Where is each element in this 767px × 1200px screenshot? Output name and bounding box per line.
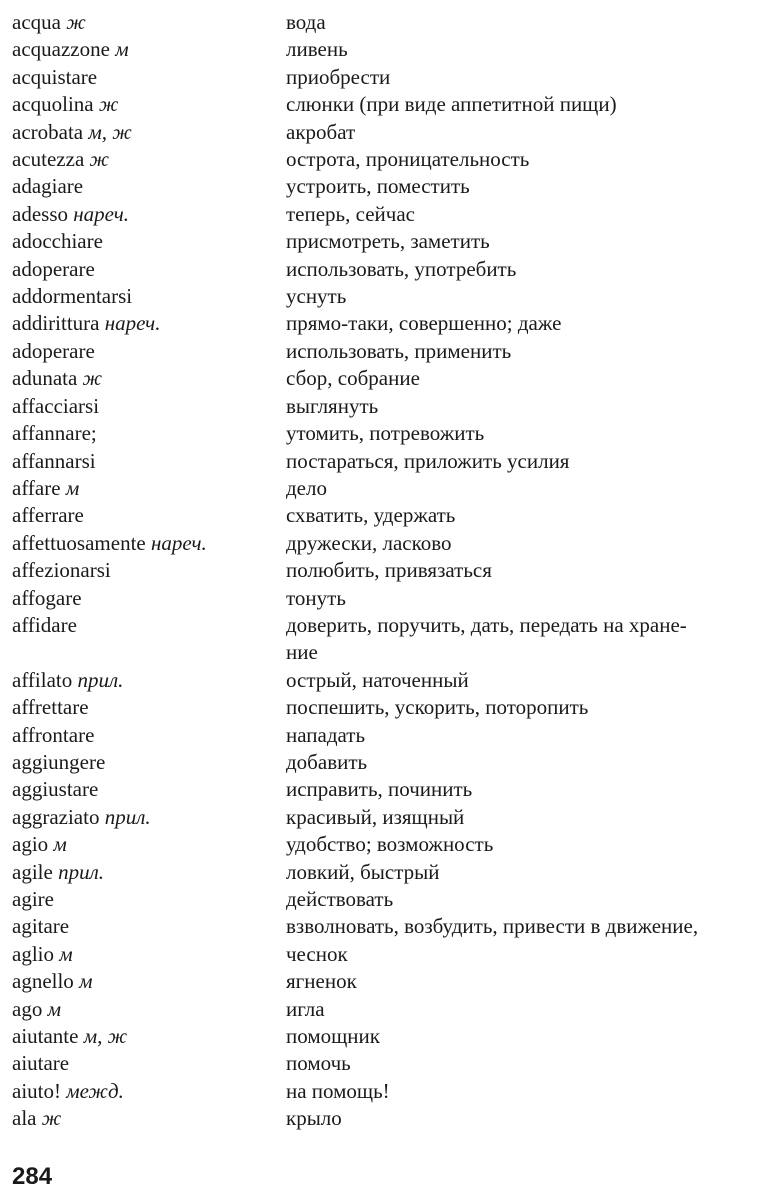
grammar-label: прил. <box>77 667 124 692</box>
dictionary-entry <box>12 585 757 612</box>
dictionary-entry <box>12 91 757 118</box>
headword: adoperare <box>12 338 95 363</box>
dictionary-entry <box>12 913 757 940</box>
translation: тонуть <box>286 585 346 610</box>
dictionary-entry <box>12 694 757 721</box>
headword: addormentarsi <box>12 284 133 309</box>
headword-cell <box>12 612 286 639</box>
translation: поспешить, ускорить, поторопить <box>286 695 589 720</box>
grammar-label: м <box>65 475 80 500</box>
headword-cell <box>12 448 286 475</box>
translation: устроить, поместить <box>286 174 470 199</box>
grammar-label: нареч. <box>104 311 161 336</box>
translation: ловкий, быстрый <box>286 859 440 884</box>
translation: на помощь! <box>286 1078 390 1103</box>
dictionary-entry <box>12 530 757 557</box>
translation: чеснок <box>286 941 348 966</box>
headword-cell <box>12 804 286 831</box>
translation: игла <box>286 996 325 1021</box>
translation: добавить <box>286 749 368 774</box>
translation: полюбить, привязаться <box>286 558 492 583</box>
dictionary-entry <box>12 804 757 831</box>
translation: уснуть <box>286 284 347 309</box>
headword-cell <box>12 173 286 200</box>
dictionary-entry <box>12 1023 757 1050</box>
dictionary-entry <box>12 448 757 475</box>
grammar-label: ж <box>98 92 119 117</box>
headword-cell <box>12 201 286 228</box>
translation: крыло <box>286 1106 342 1131</box>
headword-cell <box>12 530 286 557</box>
headword: affare <box>12 475 61 500</box>
headword: adunata <box>12 366 78 391</box>
translation: теперь, сейчас <box>286 201 415 226</box>
headword: agile <box>12 859 53 884</box>
grammar-label: межд. <box>66 1078 124 1103</box>
grammar-label: м, ж <box>83 1024 128 1049</box>
dictionary-entry <box>12 996 757 1023</box>
headword-cell <box>12 886 286 913</box>
headword-cell <box>12 146 286 173</box>
translation: приобрести <box>286 64 391 89</box>
grammar-label: нареч. <box>150 530 207 555</box>
headword: aglio <box>12 941 54 966</box>
headword: ago <box>12 996 43 1021</box>
headword: aiutare <box>12 1051 70 1076</box>
headword: acrobata <box>12 119 84 144</box>
dictionary-entry <box>12 886 757 913</box>
grammar-label: ж <box>41 1106 62 1131</box>
dictionary-entry <box>12 612 757 667</box>
headword: addirittura <box>12 311 100 336</box>
headword-cell <box>12 310 286 337</box>
headword: affrettare <box>12 695 89 720</box>
dictionary-entry <box>12 283 757 310</box>
dictionary-entry <box>12 338 757 365</box>
headword-cell <box>12 941 286 968</box>
headword: agitare <box>12 914 70 939</box>
headword-cell <box>12 228 286 255</box>
grammar-label: ж <box>82 366 103 391</box>
grammar-label: прил. <box>58 859 104 884</box>
headword-cell <box>12 996 286 1023</box>
headword-cell <box>12 9 286 36</box>
headword: ala <box>12 1106 37 1131</box>
headword: aiuto! <box>12 1078 61 1103</box>
headword-cell <box>12 859 286 886</box>
dictionary-entry <box>12 831 757 858</box>
translation: вода <box>286 10 326 34</box>
headword-cell <box>12 36 286 63</box>
dictionary-entry <box>12 722 757 749</box>
headword: affezionarsi <box>12 558 111 583</box>
headword-cell <box>12 1078 286 1105</box>
dictionary-entry <box>12 201 757 228</box>
translation: острота, проницательность <box>286 147 530 172</box>
translation: удобство; возможность <box>286 832 494 857</box>
headword-cell <box>12 420 286 447</box>
headword: aiutante <box>12 1024 79 1049</box>
headword-cell <box>12 831 286 858</box>
translation: присмотреть, заметить <box>286 229 490 254</box>
headword-cell <box>12 91 286 118</box>
dictionary-entry <box>12 776 757 803</box>
headword: aggiungere <box>12 749 106 774</box>
dictionary-entry <box>12 749 757 776</box>
translation: выглянуть <box>286 393 379 418</box>
translation: красивый, изящный <box>286 804 465 829</box>
translation: исправить, починить <box>286 777 473 802</box>
headword: affrontare <box>12 722 95 747</box>
translation: помочь <box>286 1051 351 1076</box>
headword: acqua <box>12 10 61 34</box>
dictionary-entry <box>12 119 757 146</box>
dictionary-entry-list <box>12 9 757 1133</box>
translation: прямо-таки, совершенно; даже <box>286 311 562 336</box>
grammar-label: ж <box>89 147 110 172</box>
grammar-label: м, ж <box>88 119 132 144</box>
headword-cell <box>12 64 286 91</box>
translation: доверить, поручить, дать, передать на хране- ние <box>286 612 687 665</box>
headword-cell <box>12 722 286 749</box>
dictionary-entry <box>12 9 757 36</box>
translation: дело <box>286 475 327 500</box>
dictionary-entry <box>12 1078 757 1105</box>
translation: сбор, собрание <box>286 366 420 391</box>
headword-cell <box>12 283 286 310</box>
dictionary-entry <box>12 420 757 447</box>
headword: affannarsi <box>12 448 96 473</box>
headword-cell <box>12 365 286 392</box>
headword: aggraziato <box>12 804 100 829</box>
headword: acquazzone <box>12 37 110 62</box>
translation: схватить, удержать <box>286 503 456 528</box>
headword: afferrare <box>12 503 84 528</box>
headword: affilato <box>12 667 73 692</box>
dictionary-entry <box>12 393 757 420</box>
dictionary-entry <box>12 228 757 255</box>
headword-cell <box>12 1050 286 1077</box>
dictionary-entry <box>12 941 757 968</box>
headword-cell <box>12 694 286 721</box>
headword: adocchiare <box>12 229 103 254</box>
grammar-label: прил. <box>104 804 151 829</box>
headword: adesso <box>12 201 68 226</box>
translation: акробат <box>286 119 356 144</box>
translation: постараться, приложить усилия <box>286 448 570 473</box>
headword-cell <box>12 393 286 420</box>
dictionary-entry <box>12 146 757 173</box>
headword-cell <box>12 913 286 940</box>
headword: affettuosamente <box>12 530 146 555</box>
dictionary-entry <box>12 859 757 886</box>
grammar-label: м <box>59 941 73 966</box>
translation: нападать <box>286 722 366 747</box>
headword-cell <box>12 475 286 502</box>
dictionary-entry <box>12 365 757 392</box>
dictionary-entry <box>12 1105 757 1132</box>
grammar-label: м <box>47 996 61 1021</box>
grammar-label: нареч. <box>73 201 129 226</box>
dictionary-entry <box>12 1050 757 1077</box>
headword-cell <box>12 119 286 146</box>
headword: acquolina <box>12 92 94 117</box>
headword: affannare; <box>12 421 97 446</box>
dictionary-entry <box>12 557 757 584</box>
translation: слюнки (при виде аппетитной пищи) <box>286 92 617 117</box>
headword: adoperare <box>12 256 95 281</box>
headword: acutezza <box>12 147 85 172</box>
dictionary-entry <box>12 36 757 63</box>
grammar-label: ж <box>66 10 86 34</box>
translation: острый, наточенный <box>286 667 469 692</box>
dictionary-entry <box>12 256 757 283</box>
headword-cell <box>12 585 286 612</box>
headword-cell <box>12 338 286 365</box>
translation: утомить, потревожить <box>286 421 485 446</box>
headword: affacciarsi <box>12 393 100 418</box>
headword-cell <box>12 968 286 995</box>
headword: adagiare <box>12 174 84 199</box>
headword: aggiustare <box>12 777 99 802</box>
translation: ливень <box>286 37 348 62</box>
headword-cell <box>12 749 286 776</box>
page-number: 284 <box>12 1163 53 1190</box>
dictionary-entry <box>12 64 757 91</box>
translation: ягненок <box>286 969 357 994</box>
headword-cell <box>12 667 286 694</box>
translation: помощник <box>286 1024 380 1049</box>
headword-cell <box>12 776 286 803</box>
dictionary-entry <box>12 173 757 200</box>
translation: взволновать, возбудить, привести в движение, <box>286 914 699 939</box>
translation: использовать, употребить <box>286 256 517 281</box>
dictionary-entry <box>12 667 757 694</box>
headword: acquistare <box>12 64 98 89</box>
headword: agnello <box>12 969 74 994</box>
headword-cell <box>12 502 286 529</box>
headword-cell <box>12 1105 286 1132</box>
headword-cell <box>12 557 286 584</box>
translation: дружески, ласково <box>286 530 452 555</box>
translation: действовать <box>286 887 394 911</box>
dictionary-entry <box>12 310 757 337</box>
grammar-label: м <box>53 832 67 857</box>
grammar-label: м <box>115 37 129 62</box>
translation: использовать, применить <box>286 338 512 363</box>
headword: affogare <box>12 585 82 610</box>
dictionary-entry <box>12 502 757 529</box>
dictionary-entry <box>12 968 757 995</box>
dictionary-entry <box>12 475 757 502</box>
headword: affidare <box>12 612 77 637</box>
headword-cell <box>12 256 286 283</box>
headword: agire <box>12 887 54 911</box>
headword-cell <box>12 1023 286 1050</box>
headword: agio <box>12 832 49 857</box>
grammar-label: м <box>79 969 93 994</box>
